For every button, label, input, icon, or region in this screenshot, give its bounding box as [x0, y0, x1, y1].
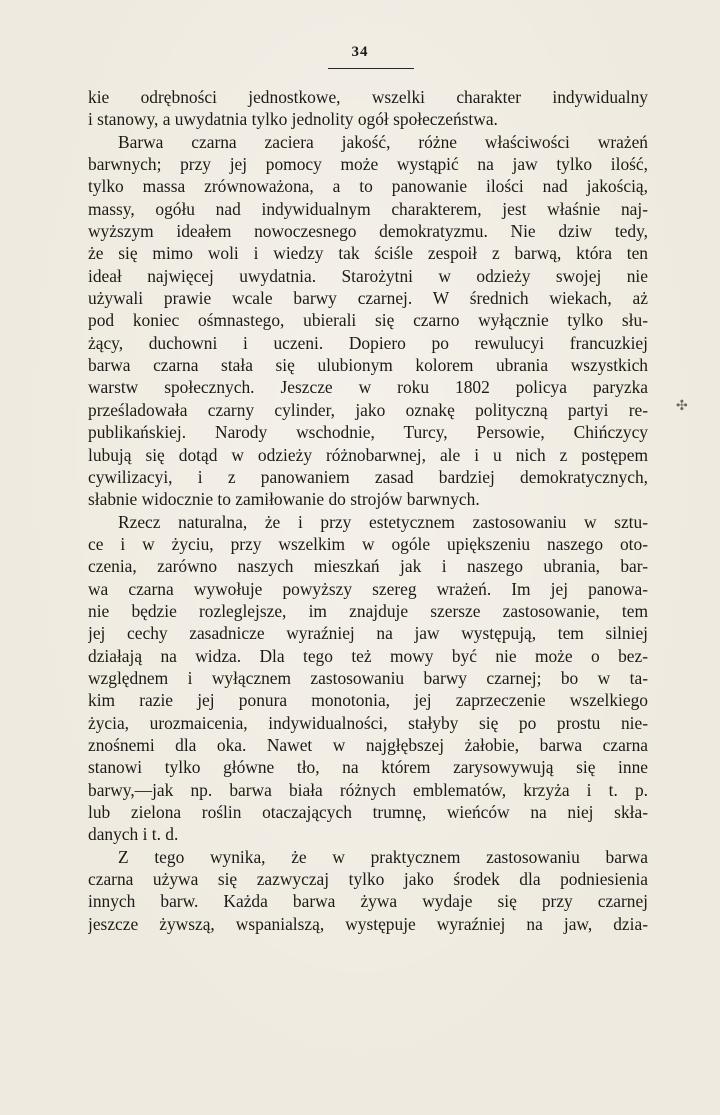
text-line: prześladowała czarny cylinder, jako oznakę polityczną partyi re- [88, 399, 648, 420]
text-line: warstw społecznych. Jeszcze w roku 1802 policya paryzka [88, 377, 648, 398]
text-line: działają na widza. Dla tego też mowy być nie może o bez- [88, 645, 648, 666]
text-line: używali prawie wcale barwy czarnej. W średnich wiekach, aż [88, 288, 648, 309]
text-line: kim razie jej ponura monotonia, jej zaprzeczenie wszelkiego [88, 690, 648, 711]
text-line: barwnych; przy jej pomocy może wystąpić na jaw tylko ilość, [88, 154, 648, 175]
text-line: innych barw. Każda barwa żywa wydaje się przy czarnej [88, 891, 648, 912]
text-line: i stanowy, a uwydatnia tylko jednolity ogół społeczeństwa. [88, 109, 498, 130]
text-line: publikańskiej. Narody wschodnie, Turcy, Persowie, Chińczycy [88, 422, 648, 443]
text-line: tylko massa zrównoważona, a to panowanie ilości nad jakością, [88, 176, 648, 197]
text-line: ce i w życiu, przy wszelkim w ogóle upiększeniu naszego oto- [88, 533, 648, 554]
text-line: Rzecz naturalna, że i przy estetycznem zastosowaniu w sztu- [118, 511, 648, 532]
text-line: wyższym ideałem nowoczesnego demokratyzmu. Nie dziw tedy, [88, 221, 648, 242]
text-line: słabnie widocznie to zamiłowanie do strojów barwnych. [88, 489, 480, 510]
text-line: lubują się dotąd w odzieży różnobarwnej, ale i u nich z postępem [88, 444, 648, 465]
text-line: czenia, zarówno naszych mieszkań jak i naszego ubrania, bar- [88, 556, 648, 577]
text-line: ideał najwięcej uwydatnia. Starożytni w odzieży swojej nie [88, 265, 648, 286]
margin-mark-icon: ✣ [676, 399, 688, 414]
body-text [88, 86, 648, 935]
text-line: czarna używa się zazwyczaj tylko jako środek dla podniesienia [88, 869, 648, 890]
text-line: żący, duchowni i uczeni. Dopiero po rewulucyi francuzkiej [88, 332, 648, 353]
text-line: danych i t. d. [88, 824, 179, 845]
text-line: cywilizacyi, i z panowaniem zasad bardziej demokratycznych, [88, 466, 648, 487]
text-line: stanowi tylko główne tło, na którem zarysowywują się inne [88, 757, 648, 778]
text-line: barwy,—jak np. barwa biała różnych emblematów, krzyża i t. p. [88, 779, 648, 800]
text-line: że się mimo woli i wiedzy tak ściśle zespoił z barwą, która ten [88, 243, 648, 264]
text-line: nie będzie rozleglejsze, im znajduje szersze zastosowanie, tem [88, 600, 648, 621]
text-line: kie odrębności jednostkowe, wszelki charakter indywidualny [88, 87, 648, 107]
text-line: jeszcze żywszą, wspanialszą, występuje wyraźniej na jaw, dzia- [88, 913, 648, 934]
text-line: jej cechy zasadnicze wyraźniej na jaw występują, tem silniej [88, 623, 648, 644]
text-line: Z tego wynika, że w praktycznem zastosowaniu barwa [118, 846, 648, 867]
text-line: massy, ogółu nad indywidualnym charakterem, jest właśnie naj- [88, 198, 648, 219]
page-number: 34 [351, 44, 369, 60]
text-line: względnem i wyłącznem zastosowaniu barwy czarnej; bo w ta- [88, 667, 648, 688]
text-line: pod koniec ośmnastego, ubierali się czarno wyłącznie tylko słu- [88, 310, 648, 331]
text-line: Barwa czarna zaciera jakość, różne właściwości wrażeń [118, 131, 648, 152]
text-line: znośnemi dla oka. Nawet w najgłębszej żałobie, barwa czarna [88, 734, 648, 755]
text-line: życia, urozmaicenia, indywidualności, stałyby się po prostu nie- [88, 712, 648, 733]
text-line: lub zielona roślin otaczających trumnę, wieńców na niej skła- [88, 802, 648, 822]
text-line: wa czarna wywołuje powyższy szereg wrażeń. Im jej panowa- [88, 578, 648, 599]
text-line: barwa czarna stała się ulubionym kolorem ubrania wszystkich [88, 355, 648, 376]
header-rule [328, 68, 414, 69]
